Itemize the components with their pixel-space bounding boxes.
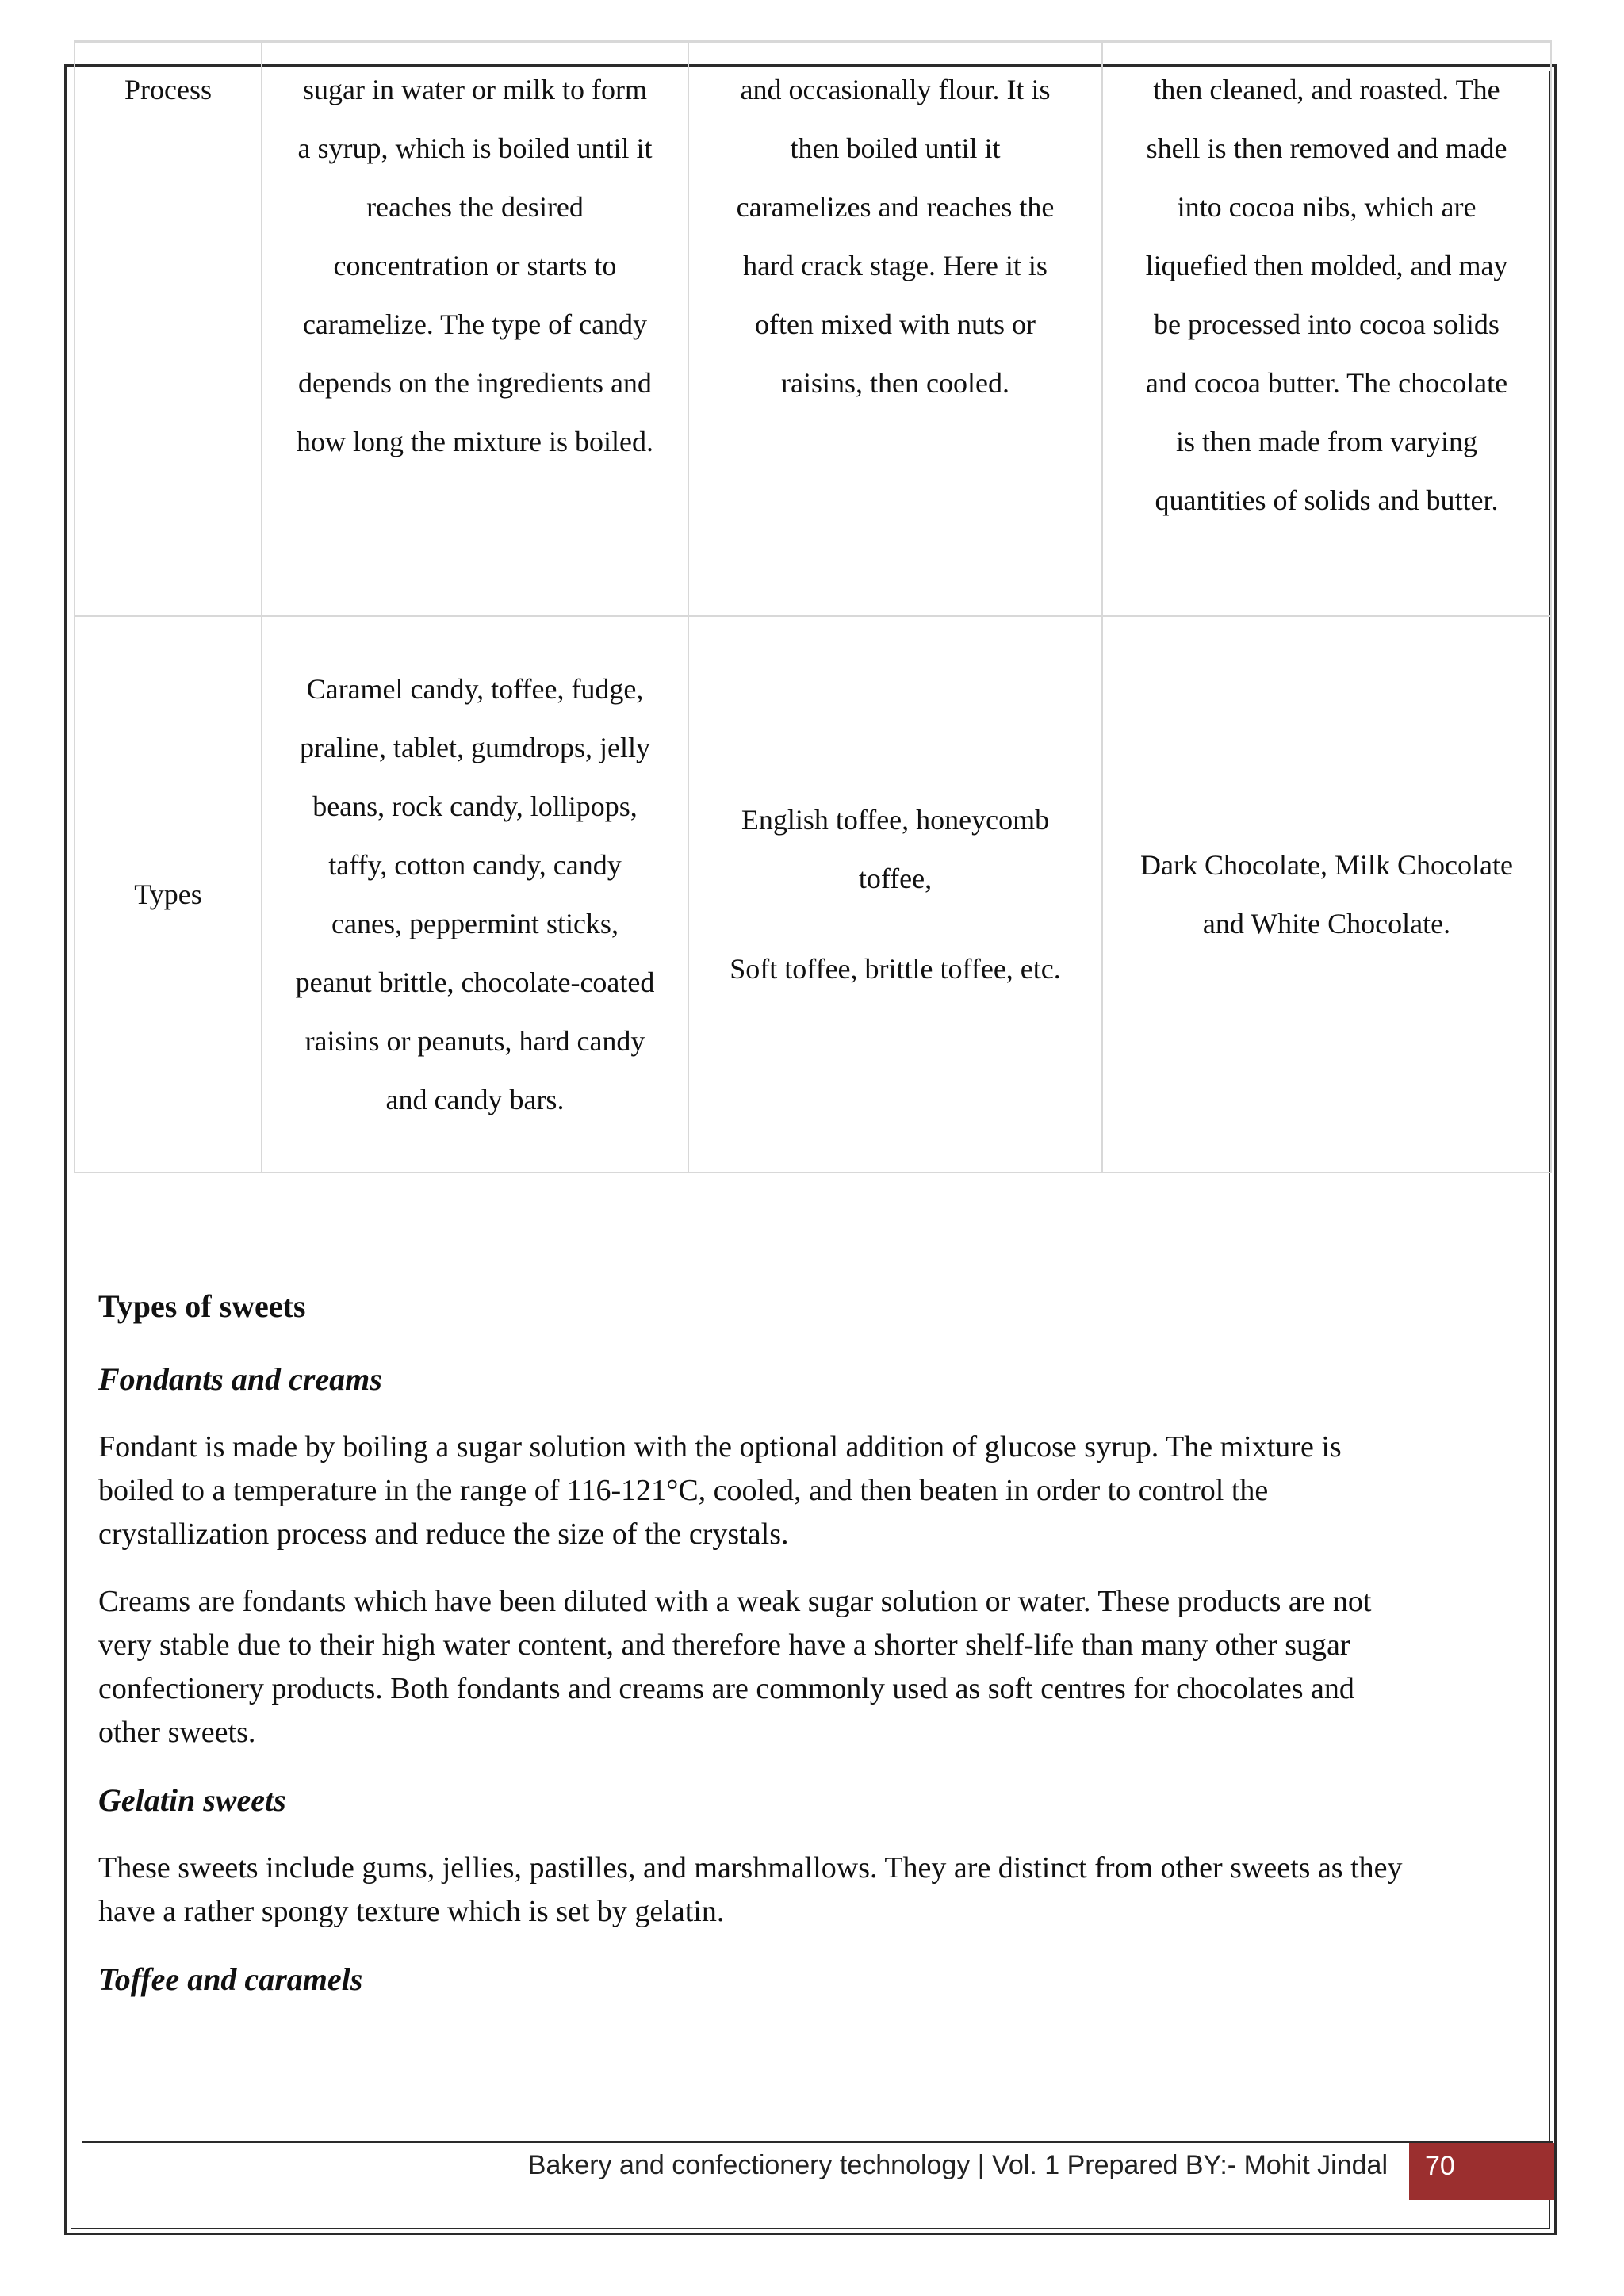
cell-text-line: raisins, then cooled. <box>781 367 1009 399</box>
cell-text-line: toffee, <box>858 863 933 894</box>
cell-spacer <box>707 908 1084 939</box>
table-row-types <box>75 616 1551 1173</box>
cell-text-line: canes, peppermint sticks, <box>331 908 619 939</box>
cell-text-line: Caramel candy, toffee, fudge, <box>306 673 644 705</box>
paragraph-line: These sweets include gums, jellies, pastilles, and marshmallows. They are distinct from other sweets as they <box>98 1851 1403 1885</box>
cell-text-line: depends on the ingredients and <box>298 367 652 399</box>
cell-text-line: then boiled until it <box>790 132 1001 164</box>
page-number: 70 <box>1425 2151 1455 2181</box>
cell-text-line: peanut brittle, chocolate-coated <box>295 966 655 998</box>
cell-text-line: and occasionally flour. It is <box>740 74 1051 105</box>
types-chocolate-cell <box>1102 616 1551 1173</box>
paragraph-line: crystallization process and reduce the size of the crystals. <box>98 1517 789 1551</box>
cell-text-line: hard crack stage. Here it is <box>743 250 1048 281</box>
paragraph-line: Creams are fondants which have been diluted with a weak sugar solution or water. These products are not <box>98 1585 1372 1618</box>
cell-text-line: Soft toffee, brittle toffee, etc. <box>730 953 1061 985</box>
paragraph-line: other sweets. <box>98 1716 256 1749</box>
cell-text-line: raisins or peanuts, hard candy <box>304 1025 645 1057</box>
cell-text-line: shell is then removed and made <box>1146 132 1507 164</box>
subheading-gelatin: Gelatin sweets <box>98 1782 286 1818</box>
cell-text-line: taffy, cotton candy, candy <box>328 849 622 881</box>
cell-text-line: caramelize. The type of candy <box>302 308 648 340</box>
cell-text-line: English toffee, honeycomb <box>741 804 1050 836</box>
paragraph-line: very stable due to their high water content, and therefore have a shorter shelf-life than many other sugar <box>98 1628 1350 1662</box>
cell-text-line: be processed into cocoa solids <box>1154 308 1500 340</box>
comparison-table <box>74 40 1552 1173</box>
cell-text-line: and cocoa butter. The chocolate <box>1145 367 1508 399</box>
cell-text-line: and candy bars. <box>385 1084 565 1115</box>
cell-text-line: concentration or starts to <box>333 250 617 281</box>
cell-text-line: sugar in water or milk to form <box>303 74 647 105</box>
cell-text-line: caramelizes and reaches the <box>736 191 1055 223</box>
paragraph-line: boiled to a temperature in the range of 116-121°C, cooled, and then beaten in order to control the <box>98 1474 1269 1507</box>
cell-text-line: quantities of solids and butter. <box>1155 484 1499 516</box>
paragraph-creams <box>98 1580 1526 1755</box>
cell-text-line: is then made from varying <box>1176 426 1477 457</box>
cell-text-line: reaches the desired <box>366 191 584 223</box>
cell-text-line: Types <box>134 878 202 910</box>
paragraph-line: Fondant is made by boiling a sugar solution with the optional addition of glucose syrup. The mixture is <box>98 1430 1342 1464</box>
cell-text-line: praline, tablet, gumdrops, jelly <box>300 732 650 763</box>
process-toffee-cell <box>688 42 1102 616</box>
types-candy-cell <box>262 616 688 1173</box>
page-number-badge <box>1409 2143 1554 2200</box>
subheading-fondants: Fondants and creams <box>98 1361 382 1397</box>
paragraph-line: have a rather spongy texture which is set by gelatin. <box>98 1895 725 1928</box>
types-toffee-cell <box>688 616 1102 1173</box>
table-row-process <box>75 42 1551 616</box>
footer-text: Bakery and confectionery technology | Vol. 1 Prepared BY:- Mohit Jindal <box>527 2150 1388 2180</box>
cell-text-line: and White Chocolate. <box>1202 908 1451 939</box>
paragraph-fondant <box>98 1425 1526 1556</box>
cell-text-line: Dark Chocolate, Milk Chocolate <box>1140 849 1513 881</box>
cell-text-line: often mixed with nuts or <box>755 308 1036 340</box>
section-heading: Types of sweets <box>98 1288 306 1324</box>
process-candy-cell <box>262 42 688 616</box>
paragraph-gelatin <box>98 1846 1526 1934</box>
cell-text-line: into cocoa nibs, which are <box>1177 191 1477 223</box>
footer-divider <box>82 2141 1553 2143</box>
paragraph-line: confectionery products. Both fondants and creams are commonly used as soft centres for chocolates and <box>98 1672 1354 1705</box>
row-label-types <box>75 616 262 1173</box>
process-chocolate-cell <box>1102 42 1551 616</box>
cell-text-line: Process <box>124 74 212 105</box>
cell-text-line: then cleaned, and roasted. The <box>1153 74 1500 105</box>
cell-text-line: beans, rock candy, lollipops, <box>312 790 638 822</box>
body-content <box>98 1284 1526 2026</box>
cell-text-line: a syrup, which is boiled until it <box>297 132 653 164</box>
cell-text-line: how long the mixture is boiled. <box>297 426 653 457</box>
cell-text-line: liquefied then molded, and may <box>1145 250 1508 281</box>
row-label-process <box>75 42 262 616</box>
subheading-toffee: Toffee and caramels <box>98 1961 363 1997</box>
